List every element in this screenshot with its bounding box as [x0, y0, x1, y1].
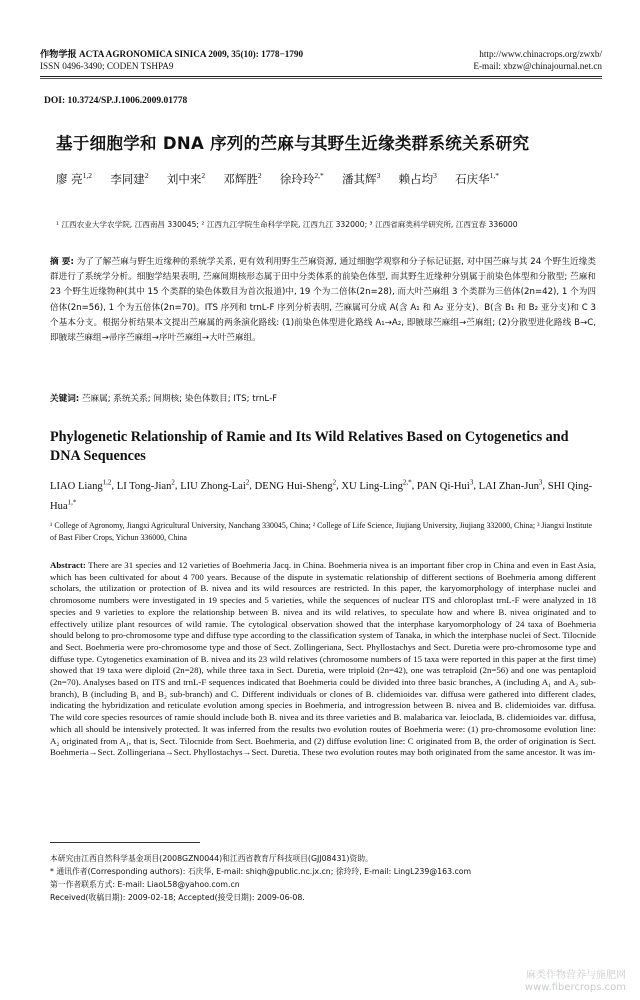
en-author-affiliation-mark: 2: [245, 478, 250, 486]
en-author: [116, 478, 175, 492]
en-author-separator: ,: [336, 480, 342, 492]
en-author-affiliation-mark: 2: [171, 478, 175, 486]
en-author-affiliation-mark: 2: [332, 478, 337, 486]
cn-author: [280, 172, 324, 186]
footnote-corresponding: * 通讯作者(Corresponding authors): 石庆华, E-mail: shiqh@public.nc.jx.cn; 徐玲玲, E-mail: LingL239@163.com: [50, 867, 472, 876]
en-author-name: LAI Zhan-Jun: [478, 480, 539, 492]
cn-author-name: 徐玲玲: [279, 171, 315, 186]
abstract-cn-label: 摘 要:: [50, 257, 74, 267]
abstract-chinese: [50, 255, 596, 346]
journal-email[interactable]: E-mail: xbzw@chinajournal.net.cn: [473, 61, 602, 71]
affiliation-chinese: ¹ 江西农业大学农学院, 江西南昌 330045; ² 江西九江学院生命科学学院, 江西九江 332000; ³ 江西省麻类科学研究所, 江西宜春 336000: [56, 220, 518, 229]
footnote-funding: 本研究由江西自然科学基金项目(2008GZN0044)和江西省教育厅科技项目(GJJ08431)资助。: [50, 854, 373, 863]
footnote-first-author: 第一作者联系方式: E-mail: LiaoL58@yahoo.com.cn: [50, 880, 240, 889]
watermark: [525, 970, 626, 994]
cn-author-separator: [324, 172, 342, 186]
en-author-name: XU Ling-Ling: [341, 480, 403, 492]
affiliation-english: ¹ College of Agronomy, Jiangxi Agricultural University, Nanchang 330045, China; ² College of Life Science, Jiujiang University, Jiujiang 332000, China; ³ Jiangxi Institute of Bast Fiber Crops, Yichun 336000, China: [50, 521, 593, 542]
footnote-dates: Received(收稿日期): 2009-02-18; Accepted(接受日期): 2009-06-08.: [50, 893, 305, 902]
cn-author-affiliation-mark: 1,2: [82, 171, 93, 180]
cn-author-separator: [149, 172, 167, 186]
cn-author: [455, 172, 499, 186]
en-author: [478, 478, 543, 492]
cn-author-name: 石庆华: [455, 171, 490, 186]
watermark-cn: 麻类作物营养与施肥网: [526, 970, 626, 981]
journal-citation: 作物学报 ACTA AGRONOMICA SINICA 2009, 35(10): 1778−1790: [40, 49, 304, 59]
keywords-cn-label: 关键词:: [50, 394, 80, 404]
abstract-en-text: There are 31 species and 12 varieties of Boehmeria Jacq. in China. Boehmeria nivea is an important fiber crop in China and even in East Asia, which has been cultivated for about 4 700 years. Because of the dispute in systematic relationship of different sections of Boehmeria among different scholars, the utilization or protection of B. nivea and its wild resources are restricted. In this paper, the karyomorphology of interphase nuclei and chromosome numbers were investigated in 19 species and 5 varieties, while the sequences of nuclear ITS and chloroplast trnL-F were analyzed in 18 species and 9 varieties to explore the relationship between B. nivea and its wild relatives, to speculate how and where B. nivea originated and to effectively utilize plant resources of wild ramie. The cytological observation showed that the interphase karyomorphology of 24 taxa of Boehmeria should belong to pro-chromosome type and diffuse type according to the classification system of Tanaka, in which the interphase nuclei of Sect. Tilocnide and Sect. Boehmeria were pro-chromosome type and those of Sect. Zollingeriana, Sect. Phyllostachys and Sect. Duretia were pro-chromosome type and diffuse type. Cytogenetics examination of B. nivea and its 23 wild relatives (chromosome numbers of 15 taxa were reported in this paper at the first time) showed that 19 taxa were diploid (2n=28), while three taxa in Sect. Duretia, were triploid (2n=42), one was tetraploid (2n=56) and one was pentaploid (2n=70). Analyses based on ITS and trnL-F sequences indicated that Boehmeria could be divided into three basic branches, A (including A₁ and A₂ sub-branch), B (including B₁ and B₂ sub-branch) and C. Different individuals or clones of B. clidemioides var. diffusa were gathered into different clades, indicating the hybridization and reticulate evolution among species in Boehmeria, and introgression between B. nivea and B. clidemioides var. diffusa. The wild core species resources of ramie should include both B. nivea and its three varieties and B. malabarica var. leioclada, B. clidemioides var. diffusa, which all should be intensively protected. It was inferred from the results two evolution routes of Boehmeria were: (1) pro-chromosome evolution line: A₂ originated from A₁, that is, Sect. Tilocnide from Sect. Boehmeria, and (2) diffuse evolution line: C originated from B, the order of origination is Sect. Boehmeria→Sect. Zollingeriana→Sect. Phyllostachys→Sect. Duretia. These two evolution routes may both originated from the same ancestor. It was im-: [50, 560, 596, 758]
footnote-divider: [50, 842, 200, 843]
cn-author: [110, 172, 148, 186]
cn-author-name: 邓辉胜: [223, 171, 258, 186]
keywords-chinese: [50, 392, 596, 404]
en-author-name: PAN Qi-Hui: [416, 480, 470, 492]
cn-author-name: 刘中来: [166, 171, 202, 186]
en-author-name: DENG Hui-Sheng: [254, 480, 333, 492]
en-author-affiliation-mark: 1,2: [102, 478, 112, 486]
cn-author-name: 潘其辉: [342, 171, 377, 186]
cn-author-separator: [380, 172, 398, 186]
en-author-name: SHI Qing-Hua: [50, 480, 593, 513]
watermark-url: www.fibercrops.com: [524, 982, 626, 993]
en-author-name: LI Tong-Jian: [116, 480, 172, 492]
cn-author: [399, 172, 437, 186]
abstract-cn-text: 为了了解苎麻与野生近缘种的系统学关系, 更有效利用野生苎麻资源, 通过细胞学观察和分子标记证据, 对中国苎麻与其 24 个野生近缘类群进行了系统学分析。细胞学结果表明, 苎麻间期核形态属于田中分类体系的前染色体型, 而其野生近缘种分别属于前染色体型和分散型; 苎麻和 23 个野生近缘物种(其中 15 个类群的染色体数目为首次报道)中, 19 个为二倍体(2n=28), 而大叶苎麻组 3 个类群为三倍体(2n=42), 1 个为四倍体(2n=56), 1 个为五倍体(2n=70)。ITS 序列和 trnL-F 序列分析表明, 苎麻属可分成 A(含 A₁ 和 A₂ 亚分支)、B(含 B₁ 和 B₂ 亚分支)和 C 3 个基本分支。根据分析结果本文提出苎麻属的两条演化路线: (1)前染色体型进化路线 A₁→A₂, 即腋球苎麻组→苎麻组; (2)分散型进化路线 B→C, 即腋球苎麻组→帚序苎麻组→序叶苎麻组→大叶苎麻组。: [50, 257, 597, 344]
en-author: [341, 478, 412, 492]
cn-author-affiliation-mark: 2: [144, 171, 149, 180]
en-author-affiliation-mark: 3: [538, 478, 543, 486]
cn-author-name: 李同建: [110, 171, 145, 186]
cn-author-affiliation-mark: 3: [376, 171, 381, 180]
en-author-separator: ,: [249, 480, 255, 492]
journal-issn: ISSN 0496-3490; CODEN TSHPA9: [40, 61, 174, 71]
authors-english: [50, 474, 596, 515]
cn-author-separator: [92, 172, 110, 186]
en-author: [180, 478, 250, 492]
header-divider: [40, 76, 602, 77]
en-author-separator: ,: [411, 480, 417, 492]
cn-author-affiliation-mark: 2,*: [314, 171, 324, 180]
cn-author-affiliation-mark: 1,*: [489, 171, 499, 180]
abstract-en-label: Abstract:: [50, 560, 86, 570]
cn-author-affiliation-mark: 2: [257, 171, 262, 180]
cn-author-separator: [437, 172, 455, 186]
en-author-affiliation-mark: 1,*: [67, 498, 77, 507]
title-english: Phylogenetic Relationship of Ramie and Its Wild Relatives Based on Cytogenetics and DNA Sequences: [50, 429, 569, 464]
en-author: [50, 478, 112, 492]
en-author: [254, 478, 337, 492]
keywords-cn-text: 苎麻属; 系统关系; 间期核; 染色体数目; ITS; trnL-F: [81, 394, 278, 404]
cn-author-name: 赖占均: [398, 171, 434, 186]
en-author-separator: ,: [174, 480, 181, 492]
en-author-affiliation-mark: 2,*: [402, 478, 412, 486]
cn-author: [167, 172, 205, 186]
title-chinese: 基于细胞学和 DNA 序列的苎麻与其野生近缘类群系统关系研究: [56, 134, 530, 153]
doi[interactable]: DOI: 10.3724/SP.J.1006.2009.01778: [44, 96, 188, 106]
cn-author: [342, 172, 380, 186]
cn-author-affiliation-mark: 2: [201, 171, 206, 180]
header-divider-thin: [40, 78, 602, 79]
footnotes: [50, 852, 596, 904]
cn-author-name: 廖 亮: [56, 171, 83, 186]
en-author-name: LIAO Liang: [50, 480, 103, 492]
cn-author-separator: [262, 172, 280, 186]
en-author-separator: ,: [473, 480, 479, 492]
cn-author: [56, 172, 92, 186]
en-author-name: LIU Zhong-Lai: [180, 480, 246, 492]
en-author-separator: ,: [542, 480, 548, 492]
en-author-affiliation-mark: 3: [469, 478, 474, 486]
journal-url[interactable]: http://www.chinacrops.org/zwxb/: [479, 49, 602, 59]
authors-chinese: [56, 166, 600, 189]
cn-author-separator: [205, 172, 223, 186]
abstract-english: [50, 560, 596, 759]
cn-author: [223, 172, 261, 186]
en-author-separator: ,: [111, 480, 117, 492]
cn-author-affiliation-mark: 3: [433, 171, 437, 180]
en-author: [416, 478, 474, 492]
